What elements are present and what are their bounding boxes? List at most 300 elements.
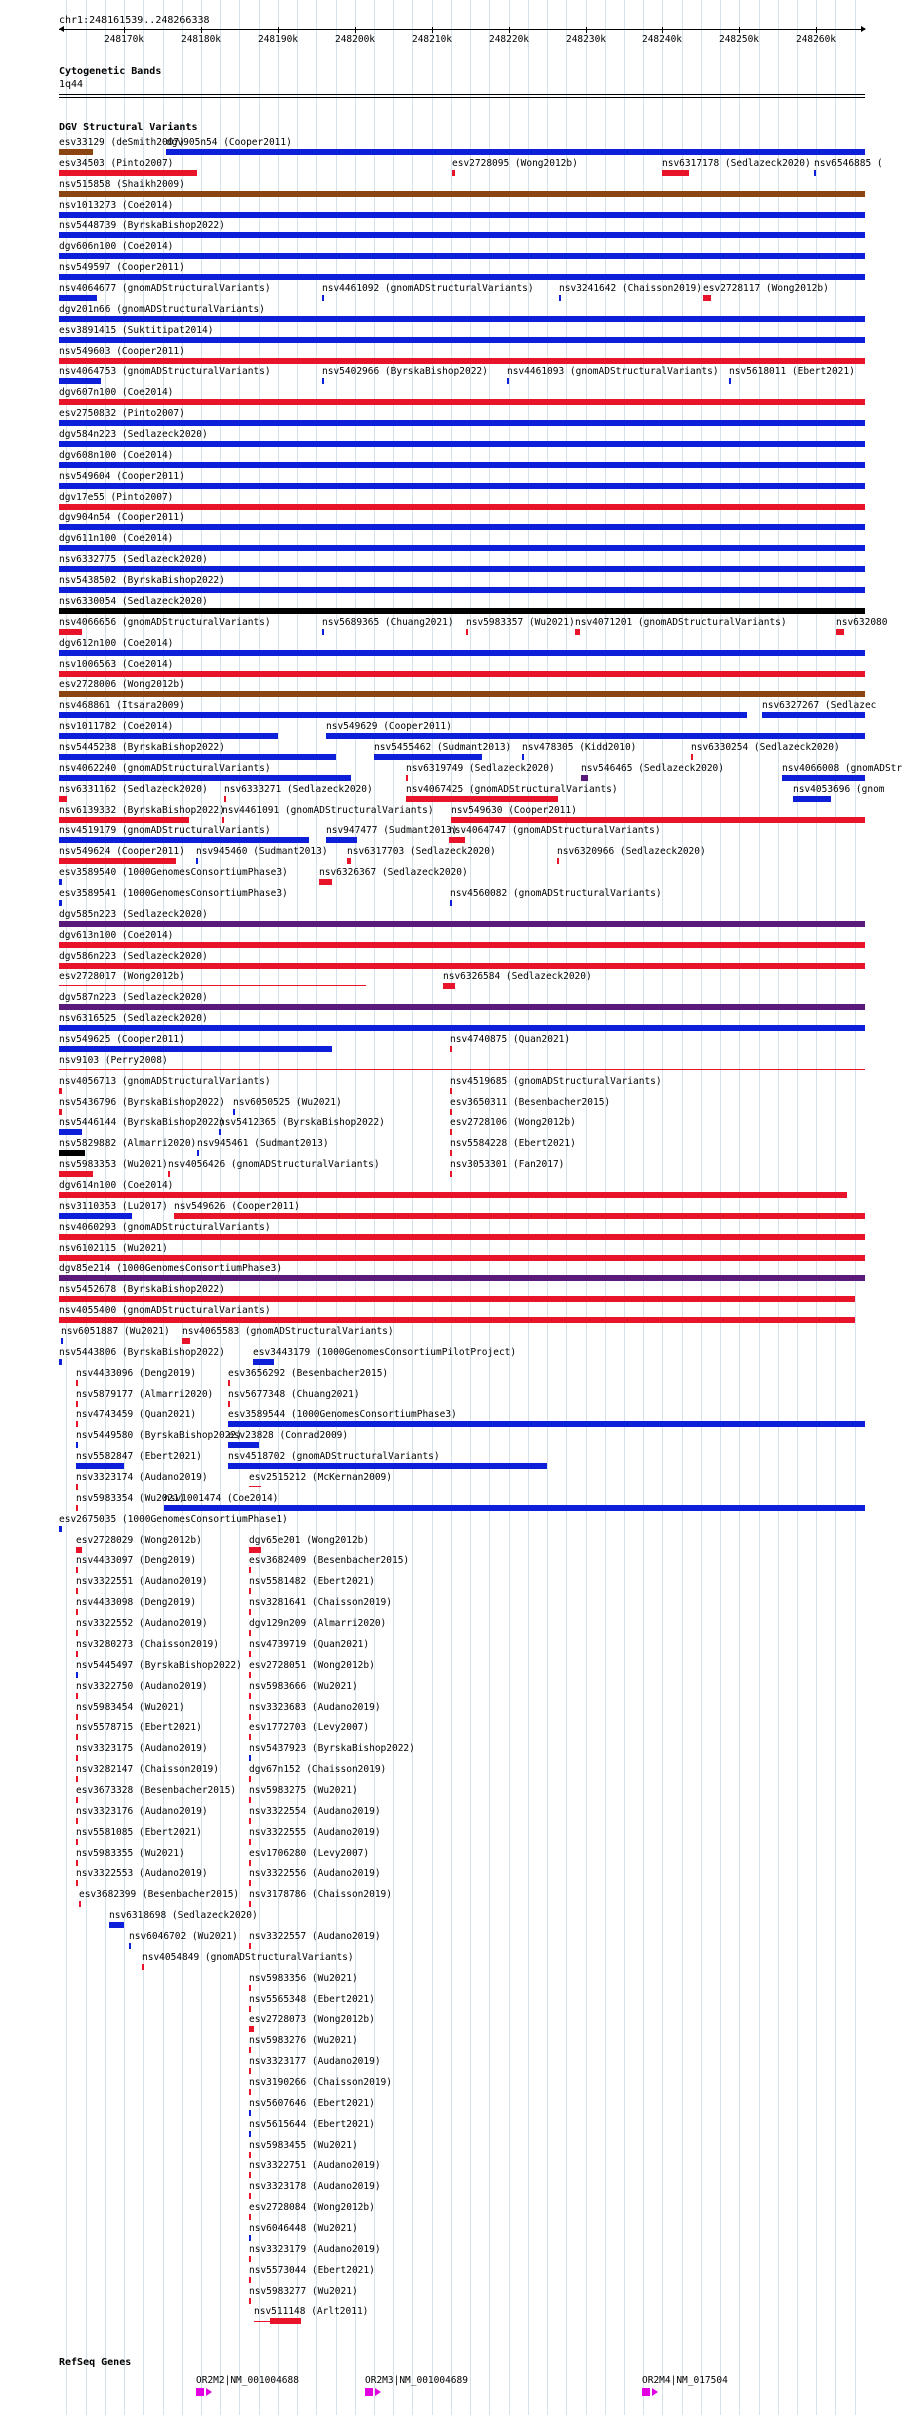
variant-label[interactable]: esv3656292 (Besenbacher2015)	[228, 1368, 389, 1379]
variant-bar[interactable]	[59, 775, 351, 781]
variant-label[interactable]: nsv6317703 (Sedlazeck2020)	[347, 846, 496, 857]
variant-label[interactable]: esv2728051 (Wong2012b)	[249, 1660, 375, 1671]
variant-bar[interactable]	[249, 2006, 251, 2012]
variant-bar[interactable]	[59, 1150, 85, 1156]
variant-bar[interactable]	[59, 796, 67, 802]
variant-label[interactable]: nsv6316525 (Sedlazeck2020)	[59, 1013, 208, 1024]
variant-bar[interactable]	[59, 1088, 62, 1094]
variant-label[interactable]: nsv6330054 (Sedlazeck2020)	[59, 596, 208, 607]
variant-label[interactable]: nsv6102115 (Wu2021)	[59, 1243, 168, 1254]
variant-label[interactable]: nsv3322555 (Audano2019)	[249, 1827, 381, 1838]
variant-label[interactable]: dgv585n223 (Sedlazeck2020)	[59, 909, 208, 920]
variant-label[interactable]: nsv5581482 (Ebert2021)	[249, 1576, 375, 1587]
variant-label[interactable]: esv3650311 (Besenbacher2015)	[450, 1097, 611, 1108]
variant-bar[interactable]	[249, 2193, 251, 2199]
variant-label[interactable]: nsv5983275 (Wu2021)	[249, 1785, 358, 1796]
variant-label[interactable]: nsv549629 (Cooper2011)	[326, 721, 452, 732]
variant-bar[interactable]	[59, 1296, 855, 1302]
variant-label[interactable]: nsv3322557 (Audano2019)	[249, 1931, 381, 1942]
variant-label[interactable]: esv2728106 (Wong2012b)	[450, 1117, 576, 1128]
variant-label[interactable]: nsv3323179 (Audano2019)	[249, 2244, 381, 2255]
variant-label[interactable]: dgv65e201 (Wong2012b)	[249, 1535, 370, 1546]
variant-label[interactable]: nsv4055400 (gnomADStructuralVariants)	[59, 1305, 271, 1316]
gene-exon[interactable]	[642, 2388, 650, 2396]
variant-bar[interactable]	[249, 1486, 261, 1487]
variant-label[interactable]: nsv3322750 (Audano2019)	[76, 1681, 208, 1692]
variant-label[interactable]: nsv3323178 (Audano2019)	[249, 2181, 381, 2192]
variant-bar[interactable]	[76, 1421, 78, 1427]
variant-bar[interactable]	[228, 1463, 547, 1469]
variant-bar[interactable]	[59, 1234, 865, 1240]
variant-bar[interactable]	[59, 1109, 62, 1115]
variant-bar[interactable]	[59, 399, 865, 405]
variant-bar[interactable]	[76, 1630, 78, 1636]
variant-bar[interactable]	[662, 170, 689, 176]
variant-bar[interactable]	[76, 1797, 78, 1803]
variant-bar[interactable]	[166, 149, 865, 155]
variant-label[interactable]: nsv3281641 (Chaisson2019)	[249, 1597, 392, 1608]
variant-label[interactable]: nsv1001474 (Coe2014)	[164, 1493, 279, 1504]
variant-bar[interactable]	[249, 2214, 251, 2220]
variant-label[interactable]: nsv6046448 (Wu2021)	[249, 2223, 358, 2234]
variant-bar[interactable]	[59, 900, 62, 906]
variant-bar[interactable]	[249, 1776, 251, 1782]
variant-label[interactable]: nsv5983356 (Wu2021)	[249, 1973, 358, 1984]
variant-label[interactable]: nsv4461091 (gnomADStructuralVariants)	[222, 805, 434, 816]
variant-bar[interactable]	[59, 671, 865, 677]
variant-label[interactable]: nsv6046702 (Wu2021)	[129, 1931, 238, 1942]
variant-bar[interactable]	[76, 1672, 78, 1678]
variant-bar[interactable]	[703, 295, 711, 301]
variant-bar[interactable]	[76, 1567, 78, 1573]
variant-label[interactable]: nsv6050525 (Wu2021)	[233, 1097, 342, 1108]
variant-bar[interactable]	[450, 1046, 452, 1052]
variant-label[interactable]: nsv4743459 (Quan2021)	[76, 1409, 197, 1420]
variant-label[interactable]: nsv3322556 (Audano2019)	[249, 1868, 381, 1879]
variant-bar[interactable]	[249, 2256, 251, 2262]
variant-label[interactable]: nsv5983276 (Wu2021)	[249, 2035, 358, 2046]
variant-label[interactable]: nsv4518702 (gnomADStructuralVariants)	[228, 1451, 440, 1462]
variant-bar[interactable]	[76, 1588, 78, 1594]
variant-label[interactable]: nsv3322552 (Audano2019)	[76, 1618, 208, 1629]
variant-label[interactable]: nsv549603 (Cooper2011)	[59, 346, 185, 357]
variant-bar[interactable]	[59, 985, 366, 986]
variant-bar[interactable]	[59, 858, 176, 864]
variant-label[interactable]: nsv4062240 (gnomADStructuralVariants)	[59, 763, 271, 774]
variant-bar[interactable]	[557, 858, 559, 864]
variant-label[interactable]: nsv3053301 (Fan2017)	[450, 1159, 565, 1170]
variant-bar[interactable]	[406, 796, 558, 802]
variant-label[interactable]: nsv5983357 (Wu2021)	[466, 617, 575, 628]
variant-label[interactable]: dgv201n66 (gnomADStructuralVariants)	[59, 304, 265, 315]
variant-label[interactable]: nsv5402966 (ByrskaBishop2022)	[322, 366, 488, 377]
variant-label[interactable]: nsv5584228 (Ebert2021)	[450, 1138, 576, 1149]
variant-bar[interactable]	[168, 1171, 170, 1177]
variant-bar[interactable]	[450, 1088, 452, 1094]
variant-bar[interactable]	[249, 2068, 251, 2074]
variant-bar[interactable]	[228, 1421, 865, 1427]
cyto-band-label[interactable]: 1q44	[59, 79, 84, 90]
variant-label[interactable]: nsv3241642 (Chaisson2019)	[559, 283, 702, 294]
variant-label[interactable]: esv3589544 (1000GenomesConsortiumPhase3)	[228, 1409, 457, 1420]
variant-bar[interactable]	[249, 1547, 261, 1553]
variant-bar[interactable]	[326, 837, 357, 843]
variant-bar[interactable]	[249, 1714, 251, 1720]
variant-label[interactable]: esv3589541 (1000GenomesConsortiumPhase3)	[59, 888, 288, 899]
variant-label[interactable]: esv3673328 (Besenbacher2015)	[76, 1785, 237, 1796]
variant-bar[interactable]	[249, 1651, 251, 1657]
variant-label[interactable]: nsv549604 (Cooper2011)	[59, 471, 185, 482]
variant-bar[interactable]	[59, 837, 309, 843]
variant-label[interactable]: nsv3282147 (Chaisson2019)	[76, 1764, 219, 1775]
variant-label[interactable]: esv3682399 (Besenbacher2015)	[79, 1889, 240, 1900]
variant-label[interactable]: nsv4056426 (gnomADStructuralVariants)	[168, 1159, 380, 1170]
variant-bar[interactable]	[59, 462, 865, 468]
variant-bar[interactable]	[76, 1693, 78, 1699]
variant-bar[interactable]	[59, 358, 865, 364]
variant-bar[interactable]	[249, 1630, 251, 1636]
variant-label[interactable]: nsv5581085 (Ebert2021)	[76, 1827, 202, 1838]
variant-label[interactable]: nsv5573044 (Ebert2021)	[249, 2265, 375, 2276]
variant-label[interactable]: esv2728084 (Wong2012b)	[249, 2202, 375, 2213]
variant-bar[interactable]	[174, 1213, 865, 1219]
variant-bar[interactable]	[249, 1880, 251, 1886]
variant-bar[interactable]	[450, 1171, 452, 1177]
variant-label[interactable]: nsv4066656 (gnomADStructuralVariants)	[59, 617, 271, 628]
variant-label[interactable]: dgv587n223 (Sedlazeck2020)	[59, 992, 208, 1003]
variant-label[interactable]: esv2728006 (Wong2012b)	[59, 679, 185, 690]
variant-label[interactable]: nsv6320966 (Sedlazeck2020)	[557, 846, 706, 857]
variant-label[interactable]: nsv515858 (Shaikh2009)	[59, 179, 185, 190]
variant-bar[interactable]	[575, 629, 580, 635]
variant-bar[interactable]	[76, 1734, 78, 1740]
variant-label[interactable]: nsv6546885 (	[814, 158, 883, 169]
variant-label[interactable]: nsv1006563 (Coe2014)	[59, 659, 174, 670]
variant-bar[interactable]	[249, 1901, 251, 1907]
variant-bar[interactable]	[59, 274, 865, 280]
variant-label[interactable]: esv1772703 (Levy2007)	[249, 1722, 370, 1733]
variant-bar[interactable]	[228, 1401, 230, 1407]
variant-bar[interactable]	[254, 2321, 301, 2322]
variant-bar[interactable]	[59, 691, 865, 697]
variant-label[interactable]: nsv5879177 (Almarri2020)	[76, 1389, 214, 1400]
variant-bar[interactable]	[374, 754, 482, 760]
variant-label[interactable]: nsv632080	[836, 617, 888, 628]
variant-label[interactable]: dgv607n100 (Coe2014)	[59, 387, 174, 398]
variant-bar[interactable]	[59, 504, 865, 510]
variant-bar[interactable]	[61, 1338, 63, 1344]
variant-bar[interactable]	[76, 1484, 78, 1490]
variant-bar[interactable]	[59, 212, 865, 218]
variant-label[interactable]: esv1706280 (Levy2007)	[249, 1848, 370, 1859]
variant-label[interactable]: nsv3323177 (Audano2019)	[249, 2056, 381, 2067]
variant-label[interactable]: nsv5983666 (Wu2021)	[249, 1681, 358, 1692]
variant-label[interactable]: esv3589540 (1000GenomesConsortiumPhase3)	[59, 867, 288, 878]
variant-bar[interactable]	[76, 1401, 78, 1407]
variant-bar[interactable]	[129, 1943, 131, 1949]
variant-label[interactable]: nsv3280273 (Chaisson2019)	[76, 1639, 219, 1650]
variant-label[interactable]: nsv4519685 (gnomADStructuralVariants)	[450, 1076, 662, 1087]
variant-label[interactable]: esv2728095 (Wong2012b)	[452, 158, 578, 169]
variant-bar[interactable]	[449, 837, 465, 843]
variant-label[interactable]: esv2728073 (Wong2012b)	[249, 2014, 375, 2025]
variant-label[interactable]: nsv3322551 (Audano2019)	[76, 1576, 208, 1587]
variant-bar[interactable]	[59, 1069, 865, 1070]
variant-label[interactable]: nsv5452678 (ByrskaBishop2022)	[59, 1284, 225, 1295]
variant-label[interactable]: dgv612n100 (Coe2014)	[59, 638, 174, 649]
variant-label[interactable]: nsv4071201 (gnomADStructuralVariants)	[575, 617, 787, 628]
variant-bar[interactable]	[249, 2047, 251, 2053]
variant-bar[interactable]	[782, 775, 865, 781]
variant-bar[interactable]	[450, 1129, 452, 1135]
variant-label[interactable]: dgv608n100 (Coe2014)	[59, 450, 174, 461]
variant-bar[interactable]	[59, 1317, 855, 1323]
variant-label[interactable]: nsv3178786 (Chaisson2019)	[249, 1889, 392, 1900]
variant-bar[interactable]	[233, 1109, 235, 1115]
variant-bar[interactable]	[249, 2277, 251, 2283]
variant-label[interactable]: nsv6332775 (Sedlazeck2020)	[59, 554, 208, 565]
variant-label[interactable]: nsv5607646 (Ebert2021)	[249, 2098, 375, 2109]
variant-label[interactable]: nsv947477 (Sudmant2013)	[326, 825, 458, 836]
variant-label[interactable]: nsv6319749 (Sedlazeck2020)	[406, 763, 555, 774]
variant-bar[interactable]	[59, 879, 62, 885]
variant-bar[interactable]	[222, 817, 224, 823]
variant-bar[interactable]	[59, 754, 336, 760]
variant-bar[interactable]	[59, 253, 865, 259]
variant-label[interactable]: dgv129n209 (Almarri2020)	[249, 1618, 387, 1629]
variant-bar[interactable]	[197, 1150, 199, 1156]
variant-bar[interactable]	[59, 316, 865, 322]
variant-label[interactable]: esv2728017 (Wong2012b)	[59, 971, 185, 982]
variant-bar[interactable]	[249, 2298, 251, 2304]
variant-bar[interactable]	[322, 378, 324, 384]
variant-bar[interactable]	[836, 629, 844, 635]
variant-bar[interactable]	[249, 1985, 251, 1991]
variant-bar[interactable]	[59, 1046, 332, 1052]
variant-bar[interactable]	[224, 796, 226, 802]
variant-bar[interactable]	[814, 170, 816, 176]
variant-label[interactable]: nsv6331162 (Sedlazeck2020)	[59, 784, 208, 795]
variant-bar[interactable]	[59, 1004, 865, 1010]
variant-label[interactable]: esv2675035 (1000GenomesConsortiumPhase1)	[59, 1514, 288, 1525]
variant-label[interactable]: nsv3110353 (Lu2017)	[59, 1201, 168, 1212]
variant-label[interactable]: nsv9103 (Perry2008)	[59, 1055, 168, 1066]
variant-bar[interactable]	[406, 775, 408, 781]
variant-bar[interactable]	[59, 441, 865, 447]
variant-label[interactable]: nsv3322751 (Audano2019)	[249, 2160, 381, 2171]
variant-label[interactable]: nsv6139332 (ByrskaBishop2022)	[59, 805, 225, 816]
variant-bar[interactable]	[322, 295, 324, 301]
variant-bar[interactable]	[322, 629, 324, 635]
gene-label[interactable]: OR2M4|NM_017504	[642, 2375, 728, 2386]
variant-label[interactable]: nsv6326367 (Sedlazeck2020)	[319, 867, 468, 878]
variant-bar[interactable]	[249, 2152, 251, 2158]
variant-label[interactable]: nsv5983455 (Wu2021)	[249, 2140, 358, 2151]
variant-bar[interactable]	[164, 1505, 865, 1511]
variant-bar[interactable]	[59, 232, 865, 238]
variant-label[interactable]: nsv5582847 (Ebert2021)	[76, 1451, 202, 1462]
variant-bar[interactable]	[59, 1255, 865, 1261]
variant-label[interactable]: nsv4519179 (gnomADStructuralVariants)	[59, 825, 271, 836]
variant-label[interactable]: nsv4064677 (gnomADStructuralVariants)	[59, 283, 271, 294]
variant-label[interactable]: dgv584n223 (Sedlazeck2020)	[59, 429, 208, 440]
variant-bar[interactable]	[249, 1693, 251, 1699]
variant-label[interactable]: nsv5983454 (Wu2021)	[76, 1702, 185, 1713]
variant-label[interactable]: nsv4433096 (Deng2019)	[76, 1368, 197, 1379]
variant-label[interactable]: nsv5449580 (ByrskaBishop2022)	[76, 1430, 242, 1441]
variant-label[interactable]: nsv5983277 (Wu2021)	[249, 2286, 358, 2297]
variant-bar[interactable]	[59, 1275, 865, 1281]
variant-bar[interactable]	[249, 2131, 251, 2137]
variant-label[interactable]: esv33129 (deSmith2007)	[59, 137, 185, 148]
variant-bar[interactable]	[249, 2026, 254, 2032]
variant-bar[interactable]	[59, 817, 189, 823]
variant-bar[interactable]	[59, 712, 747, 718]
variant-label[interactable]: nsv511148 (Arlt2011)	[254, 2306, 369, 2317]
variant-label[interactable]: nsv4064747 (gnomADStructuralVariants)	[449, 825, 661, 836]
variant-bar[interactable]	[249, 1755, 251, 1761]
variant-bar[interactable]	[59, 733, 278, 739]
variant-label[interactable]: nsv5437923 (ByrskaBishop2022)	[249, 1743, 415, 1754]
variant-bar[interactable]	[450, 1150, 452, 1156]
variant-label[interactable]: nsv5983354 (Wu2021)	[76, 1493, 185, 1504]
variant-bar[interactable]	[507, 378, 509, 384]
variant-bar[interactable]	[249, 1588, 251, 1594]
variant-bar[interactable]	[249, 2172, 251, 2178]
variant-bar[interactable]	[59, 191, 865, 197]
variant-bar[interactable]	[249, 1839, 251, 1845]
variant-bar[interactable]	[59, 1192, 847, 1198]
variant-label[interactable]: nsv5565348 (Ebert2021)	[249, 1994, 375, 2005]
variant-bar[interactable]	[76, 1860, 78, 1866]
variant-label[interactable]: esv23828 (Conrad2009)	[228, 1430, 349, 1441]
variant-bar[interactable]	[59, 566, 865, 572]
variant-label[interactable]: nsv945460 (Sudmant2013)	[196, 846, 328, 857]
variant-label[interactable]: nsv549626 (Cooper2011)	[174, 1201, 300, 1212]
variant-bar[interactable]	[581, 775, 588, 781]
variant-label[interactable]: nsv5412365 (ByrskaBishop2022)	[219, 1117, 385, 1128]
variant-bar[interactable]	[59, 483, 865, 489]
variant-label[interactable]: nsv4053696 (gnom	[793, 784, 885, 795]
variant-label[interactable]: nsv4054849 (gnomADStructuralVariants)	[142, 1952, 354, 1963]
variant-bar[interactable]	[59, 1171, 93, 1177]
variant-label[interactable]: nsv5615644 (Ebert2021)	[249, 2119, 375, 2130]
variant-bar[interactable]	[249, 1797, 251, 1803]
variant-bar[interactable]	[76, 1609, 78, 1615]
variant-bar[interactable]	[249, 1567, 251, 1573]
gene-label[interactable]: OR2M2|NM_001004688	[196, 2375, 299, 2386]
variant-label[interactable]: dgv586n223 (Sedlazeck2020)	[59, 951, 208, 962]
variant-label[interactable]: nsv3323174 (Audano2019)	[76, 1472, 208, 1483]
variant-bar[interactable]	[450, 900, 452, 906]
variant-bar[interactable]	[59, 1213, 132, 1219]
variant-bar[interactable]	[76, 1547, 82, 1553]
variant-label[interactable]: nsv4064753 (gnomADStructuralVariants)	[59, 366, 271, 377]
variant-bar[interactable]	[76, 1505, 78, 1511]
variant-label[interactable]: dgv17e55 (Pinto2007)	[59, 492, 174, 503]
variant-label[interactable]: nsv1013273 (Coe2014)	[59, 200, 174, 211]
variant-label[interactable]: nsv546465 (Sedlazeck2020)	[581, 763, 724, 774]
variant-bar[interactable]	[59, 545, 865, 551]
gene-exon[interactable]	[196, 2388, 204, 2396]
variant-label[interactable]: nsv4066008 (gnomADStr	[782, 763, 902, 774]
variant-bar[interactable]	[59, 420, 865, 426]
variant-bar[interactable]	[59, 295, 97, 301]
variant-label[interactable]: nsv4461093 (gnomADStructuralVariants)	[507, 366, 719, 377]
variant-bar[interactable]	[76, 1651, 78, 1657]
variant-bar[interactable]	[59, 170, 197, 176]
variant-label[interactable]: dgv904n54 (Cooper2011)	[59, 512, 185, 523]
variant-label[interactable]: nsv3322554 (Audano2019)	[249, 1806, 381, 1817]
variant-bar[interactable]	[319, 879, 332, 885]
variant-label[interactable]: nsv6333271 (Sedlazeck2020)	[224, 784, 373, 795]
variant-label[interactable]: nsv6327267 (Sedlazec	[762, 700, 877, 711]
variant-bar[interactable]	[450, 1109, 452, 1115]
variant-label[interactable]: nsv5445497 (ByrskaBishop2022)	[76, 1660, 242, 1671]
variant-bar[interactable]	[59, 587, 865, 593]
variant-bar[interactable]	[76, 1380, 78, 1386]
variant-label[interactable]: nsv5829882 (Almarri2020)	[59, 1138, 197, 1149]
variant-label[interactable]: dgv611n100 (Coe2014)	[59, 533, 174, 544]
variant-bar[interactable]	[253, 1359, 274, 1365]
variant-label[interactable]: nsv5438502 (ByrskaBishop2022)	[59, 575, 225, 586]
variant-label[interactable]: nsv4739719 (Quan2021)	[249, 1639, 370, 1650]
variant-label[interactable]: esv2515212 (McKernan2009)	[249, 1472, 392, 1483]
variant-label[interactable]: nsv6318698 (Sedlazeck2020)	[109, 1910, 258, 1921]
variant-label[interactable]: esv2728029 (Wong2012b)	[76, 1535, 202, 1546]
variant-bar[interactable]	[443, 983, 455, 989]
variant-bar[interactable]	[249, 1860, 251, 1866]
variant-label[interactable]: nsv549624 (Cooper2011)	[59, 846, 185, 857]
gene-label[interactable]: OR2M3|NM_001004689	[365, 2375, 468, 2386]
variant-bar[interactable]	[249, 1943, 251, 1949]
variant-label[interactable]: nsv3323175 (Audano2019)	[76, 1743, 208, 1754]
variant-bar[interactable]	[249, 1734, 251, 1740]
variant-bar[interactable]	[76, 1442, 78, 1448]
variant-bar[interactable]	[347, 858, 351, 864]
variant-label[interactable]: nsv6330254 (Sedlazeck2020)	[691, 742, 840, 753]
variant-bar[interactable]	[59, 942, 865, 948]
variant-bar[interactable]	[522, 754, 524, 760]
variant-label[interactable]: nsv478305 (Kidd2010)	[522, 742, 637, 753]
variant-bar[interactable]	[59, 149, 93, 155]
variant-bar[interactable]	[451, 817, 865, 823]
variant-bar[interactable]	[76, 1818, 78, 1824]
variant-bar[interactable]	[59, 963, 865, 969]
variant-bar[interactable]	[76, 1839, 78, 1845]
variant-label[interactable]: esv3682409 (Besenbacher2015)	[249, 1555, 410, 1566]
variant-label[interactable]: esv2750832 (Pinto2007)	[59, 408, 185, 419]
variant-label[interactable]: nsv5983355 (Wu2021)	[76, 1848, 185, 1859]
variant-label[interactable]: dgv85e214 (1000GenomesConsortiumPhase3)	[59, 1263, 283, 1274]
variant-bar[interactable]	[76, 1776, 78, 1782]
variant-bar[interactable]	[59, 608, 865, 614]
variant-bar[interactable]	[59, 1025, 865, 1031]
variant-bar[interactable]	[59, 1526, 62, 1532]
variant-bar[interactable]	[59, 921, 865, 927]
gene-exon[interactable]	[365, 2388, 373, 2396]
variant-bar[interactable]	[559, 295, 561, 301]
variant-bar[interactable]	[466, 629, 468, 635]
variant-label[interactable]: nsv4065583 (gnomADStructuralVariants)	[182, 1326, 394, 1337]
variant-label[interactable]: nsv4060293 (gnomADStructuralVariants)	[59, 1222, 271, 1233]
variant-label[interactable]: nsv4433097 (Deng2019)	[76, 1555, 197, 1566]
variant-label[interactable]: nsv549630 (Cooper2011)	[451, 805, 577, 816]
variant-label[interactable]: nsv6317178 (Sedlazeck2020)	[662, 158, 811, 169]
variant-label[interactable]: nsv4433098 (Deng2019)	[76, 1597, 197, 1608]
variant-label[interactable]: nsv4560082 (gnomADStructuralVariants)	[450, 888, 662, 899]
variant-bar[interactable]	[249, 1609, 251, 1615]
